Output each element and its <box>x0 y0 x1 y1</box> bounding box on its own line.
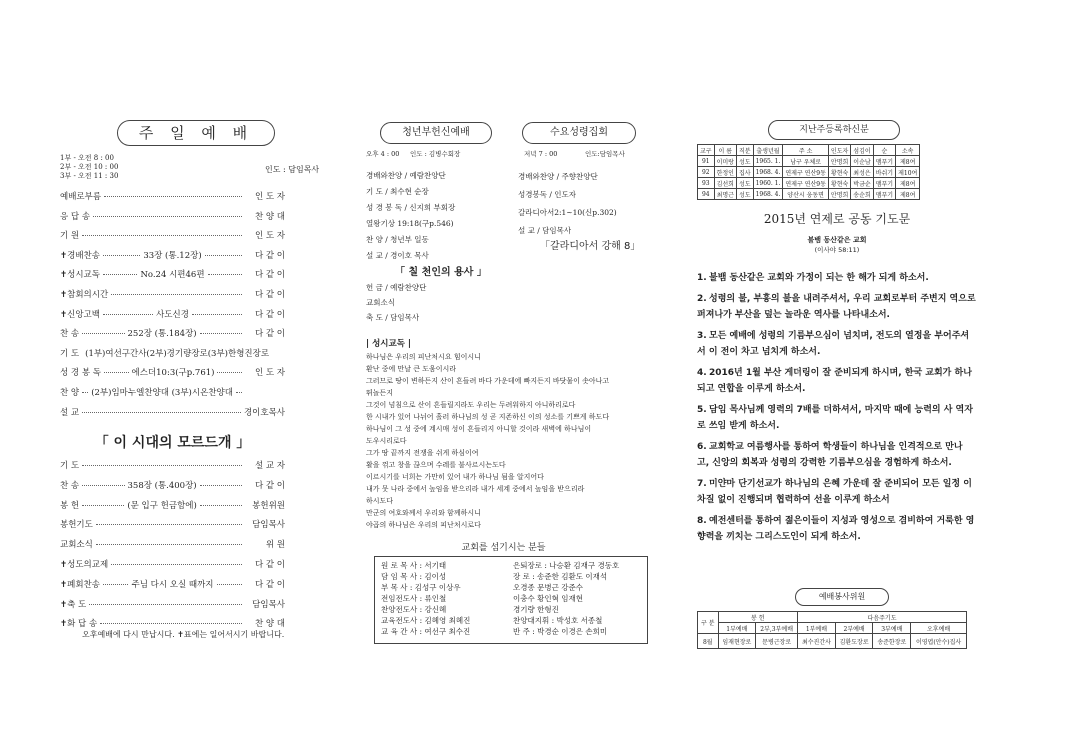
newcomers-cell: 성도 <box>736 189 753 200</box>
prayer-text: 미얀마 단기선교가 하나님의 은혜 가운데 잘 준비되어 모든 일정 이 차질 없이 진행되며 협력하여 선을 이루게 하소서 <box>697 479 972 505</box>
committee-header: 구 분 <box>698 612 719 634</box>
reading-line: 야곱의 하나님은 우리의 피난처시로다 <box>366 521 481 529</box>
order-dots <box>82 464 242 466</box>
order-label: 예배로부름 <box>60 192 102 202</box>
reading-line: 내가 뭇 나라 중에서 높임을 받으리라 내가 세계 중에서 높임을 받으리라 <box>366 485 585 493</box>
server-row <box>511 593 621 604</box>
wednesday-leader: 인도:담임목사 <box>585 150 625 158</box>
newcomers-cell: 이순남 <box>851 156 873 167</box>
order-leader: 다 같 이 <box>254 290 285 300</box>
server-cell: 원 로 목 사 : 서기태 <box>381 561 447 570</box>
order-label: ✝성도의교제 <box>60 560 109 570</box>
order-detail: 주님 다시 오실 때까지 <box>131 579 214 590</box>
order-row <box>60 596 285 612</box>
newcomers-header-row <box>698 145 920 156</box>
servers-box <box>374 556 648 644</box>
order-dots <box>217 583 243 585</box>
newcomers-cell: 연제구 연산9동 <box>783 178 829 189</box>
order-label: 봉헌기도 <box>60 520 93 531</box>
reading-line: 그가 땅 끝까지 전쟁을 쉬게 하심이여 <box>366 449 479 457</box>
server-cell: 부 목 사 : 김성구 이상우 <box>381 583 461 592</box>
order-dots <box>82 234 242 236</box>
order-dots <box>103 254 140 256</box>
reading-line: 환난 중에 만날 큰 도움이시라 <box>366 365 457 373</box>
prayer-number: 6. <box>697 442 707 452</box>
order-dots <box>103 313 153 315</box>
prayer-item <box>697 328 977 360</box>
server-row <box>379 626 472 637</box>
wednesday-time: 저녁 7 : 00 <box>524 150 558 158</box>
order-row <box>60 516 285 532</box>
youth-item: 성 경 봉 독 / 신지희 부회장 <box>366 203 456 212</box>
committee-cell: 문병근장로 <box>756 634 798 649</box>
order-leader: 다 같 이 <box>254 250 285 261</box>
prayer-number: 1. <box>697 273 707 283</box>
prayer-number: 7. <box>697 479 707 489</box>
committee-sub: 1부예배 <box>798 623 836 634</box>
order-leader: 설 교 자 <box>254 461 285 471</box>
order-label: 응 답 송 <box>60 211 91 222</box>
newcomers-cell: 남구 우체로 <box>783 156 829 167</box>
reading-line: 하시도다 <box>366 497 394 505</box>
newcomers-header: 직분 <box>736 145 753 156</box>
youth-item: 설 교 / 경이호 목사 <box>366 251 429 260</box>
newcomers-cell: 안명희 <box>828 189 850 200</box>
committee-sub: 오후예배 <box>911 623 967 634</box>
order-detail: (문 입구 헌금함에) <box>127 500 197 511</box>
order-leader: 다 같 이 <box>254 579 286 590</box>
reading-line: 뛰놀든지 <box>366 389 394 397</box>
committee-header: 봉 헌 <box>718 612 798 623</box>
newcomers-header: 이 름 <box>714 145 736 156</box>
newcomers-title: 지난주등록하신분 <box>768 120 900 140</box>
order-leader: 다 같 이 <box>254 480 285 491</box>
order-leader: 인 도 자 <box>254 368 286 379</box>
service-times <box>60 154 118 181</box>
newcomers-cell: 성도 <box>736 156 753 167</box>
prayer-number: 2. <box>697 294 707 304</box>
youth-sermon: 「 칠 천인의 용사 」 <box>395 267 487 278</box>
youth-service-title: 청년부헌신예배 <box>380 122 492 144</box>
newcomers-header: 소속 <box>896 145 920 156</box>
order-row <box>60 266 285 282</box>
newcomers-row <box>698 156 920 167</box>
order-leader: 다 같 이 <box>254 309 286 320</box>
wednesday-item: 갈라디아서2:1~10(신p.302) <box>518 208 617 217</box>
order-detail: 358장 (통.400장) <box>127 480 197 491</box>
newcomers-cell: 연제구 연산9동 <box>783 167 829 178</box>
newcomers-cell: 송순희 <box>851 189 873 200</box>
prayer-title: 2015년 연제로 공동 기도문 <box>763 212 911 226</box>
time-2: 2부 - 오전 10 : 00 <box>60 163 119 171</box>
newcomers-cell: 맴푸기 <box>873 156 895 167</box>
order-dots <box>208 273 242 275</box>
newcomers-cell: 맴푸기 <box>873 189 895 200</box>
footer-note: 오후예배에 다시 만납시다. ✝표에는 일어서시기 바랍니다. <box>82 630 285 639</box>
order-dots <box>111 293 242 295</box>
order-label: 찬 송 <box>60 329 80 340</box>
server-row <box>511 571 621 582</box>
newcomers-cell: 최성은 <box>851 167 873 178</box>
newcomers-cell: 1965. 1. <box>753 156 783 167</box>
order-dots <box>82 332 124 334</box>
prayer-text: 불뱀 동산같은 교회와 가정이 되는 한 해가 되게 하소서. <box>709 273 929 283</box>
newcomers-table <box>697 144 920 200</box>
order-row <box>60 345 285 361</box>
committee-sub: 1부예배 <box>718 623 756 634</box>
committee-cell: 임재현장로 <box>718 634 756 649</box>
main-service-title: 주 일 예 배 <box>117 120 275 146</box>
newcomers-cell: 양산시 웅동면 <box>783 189 829 200</box>
order-row <box>60 227 285 243</box>
order-leader: 다 같 이 <box>254 270 286 281</box>
newcomers-cell: 제8여 <box>896 178 920 189</box>
order-row <box>60 497 285 513</box>
committee-cell: 김환도장로 <box>835 634 873 649</box>
order-dots <box>200 484 242 486</box>
newcomers-cell: 1960. 1. <box>753 178 783 189</box>
order-label: ✝폐회찬송 <box>60 579 100 590</box>
server-row <box>511 582 621 593</box>
order-row <box>60 306 285 322</box>
prayer-item <box>697 513 977 545</box>
server-cell: 반 주 : 박경순 이경은 손희미 <box>513 627 608 636</box>
prayer-item <box>697 365 977 397</box>
order-leader: 위 원 <box>265 540 285 551</box>
wednesday-item: 설 교 / 담임목사 <box>518 226 572 235</box>
newcomers-cell: 92 <box>698 167 715 178</box>
order-dots <box>103 273 137 275</box>
order-leader: 담임목사 <box>252 599 285 610</box>
wednesday-item: 경배와찬양 / 주향찬양단 <box>518 172 598 181</box>
newcomers-cell: 황현숙 <box>828 167 850 178</box>
order-dots <box>111 563 242 565</box>
order-dots <box>82 484 124 486</box>
prayer-reference: (이사야 58:11) <box>814 246 860 254</box>
order-dots <box>82 504 124 506</box>
committee-sub: 2부,3부예배 <box>756 623 798 634</box>
committee-cell: 이영엽(안수)집사 <box>911 634 967 649</box>
servers-title: 교회를 섬기시는 분들 <box>461 543 546 553</box>
prayer-item <box>697 476 977 508</box>
prayer-number: 8. <box>697 516 707 526</box>
newcomers-header: 섬김이 <box>851 145 873 156</box>
server-cell: 전임전도사 : 류인철 <box>381 594 447 603</box>
prayer-text: 교회학교 여름행사를 통하여 학생들이 하나님을 인격적으로 만나 고, 신앙의 회복과 성령의 강력한 기름부으심을 경험하게 하소서. <box>697 442 963 468</box>
server-cell: 찬양전도사 : 강신혜 <box>381 605 447 614</box>
newcomers-cell: 제8여 <box>896 189 920 200</box>
prayer-item <box>697 291 977 323</box>
order-label: 찬 송 <box>60 480 80 491</box>
newcomers-row <box>698 189 920 200</box>
service-committee-title: 예배봉사위원 <box>795 588 889 606</box>
responsive-reading <box>366 351 666 531</box>
prayer-text: 담임 목사님께 영력의 7배를 더하셔서, 마지막 때에 능력의 사 역자로 쓰임 받게 하소서. <box>697 405 973 431</box>
prayer-item <box>697 402 977 434</box>
committee-sub: 3부예배 <box>873 623 911 634</box>
reading-line: 한 시내가 있어 나뉘어 흘러 하나님의 성 곧 지존하신 이의 성소를 기쁘게 하도다 <box>366 413 610 421</box>
order-row <box>60 325 285 341</box>
order-row <box>60 576 285 592</box>
order-leader: 찬 양 대 <box>254 619 285 630</box>
prayer-number: 4. <box>697 368 707 378</box>
sermon-title: 「 이 시대의 모르드개 」 <box>94 435 251 451</box>
service-leader: 인도 : 담임목사 <box>265 165 320 174</box>
prayer-item <box>697 439 977 471</box>
order-row <box>60 404 285 420</box>
order-label: 기 도 <box>60 348 80 359</box>
order-row <box>60 477 285 493</box>
order-dots <box>103 583 129 585</box>
order-leader: 담임목사 <box>252 520 285 531</box>
reading-line: 활을 꺾고 창을 끊으며 수레를 불사르시는도다 <box>366 461 506 469</box>
order-dots <box>96 523 242 525</box>
youth-item: 축 도 / 담임목사 <box>366 313 420 322</box>
order-leader: 인 도 자 <box>254 231 285 242</box>
newcomers-cell: 제8여 <box>896 156 920 167</box>
order-leader: 찬 양 대 <box>254 211 285 222</box>
server-row <box>511 560 621 571</box>
prayer-text: 2016년 1월 부산 게더링이 잘 준비되게 하시며, 한국 교회가 하나되고 연합을 이루게 하소서. <box>697 368 972 394</box>
newcomers-header: 순 <box>873 145 895 156</box>
youth-item: 열왕기상 19:18(구p.546) <box>366 219 454 228</box>
order-leader: 봉헌위원 <box>252 500 286 511</box>
order-detail: 252장 (통.184장) <box>127 329 197 340</box>
committee-month: 8월 <box>698 634 719 649</box>
prayer-text: 예전센터를 통하여 젊은이들이 지성과 영성으로 겸비하여 거룩한 영향력을 끼치는 그리스도인이 되게 하소서. <box>697 516 975 542</box>
reading-title: | 성시교독 | <box>366 339 411 349</box>
order-row <box>60 208 285 224</box>
order-row <box>60 615 285 631</box>
order-leader: 인 도 자 <box>254 192 285 202</box>
server-row <box>511 626 621 637</box>
order-dots <box>104 195 242 197</box>
server-row <box>379 593 472 604</box>
wednesday-service-title: 수요성령집회 <box>522 122 636 144</box>
server-cell: 교 육 간 사 : 여선구 최수진 <box>381 627 471 636</box>
reading-line: 이르시기를 너희는 가만히 있어 내가 하나님 됨을 알지어다 <box>366 473 544 481</box>
reading-line: 그것이 넘침으로 산이 흔들릴지라도 우리는 두려워하지 아니하리로다 <box>366 401 576 409</box>
newcomers-header: 인도자 <box>828 145 850 156</box>
newcomers-cell: 91 <box>698 156 715 167</box>
order-dots <box>217 371 242 373</box>
committee-header: 다음주기도 <box>798 612 967 623</box>
order-row <box>60 286 285 302</box>
prayer-subtitle: 불뱀 동산같은 교회 <box>807 236 867 244</box>
order-dots <box>200 332 242 334</box>
newcomers-row <box>698 167 920 178</box>
wednesday-sermon: 「갈라디아서 강해 8」 <box>540 241 641 252</box>
order-label: 기 원 <box>60 231 80 242</box>
order-detail: (1부)여선구간사(2부)경기량장로(3부)한형진장로 <box>85 348 270 359</box>
prayer-list <box>697 270 977 550</box>
committee-cell: 최수진간사 <box>798 634 836 649</box>
youth-item: 헌 금 / 예람찬양단 <box>366 283 427 292</box>
committee-sub-row <box>698 623 967 634</box>
newcomers-header: 출생년월 <box>753 145 783 156</box>
reading-line: 하나님이 그 성 중에 계시매 성이 흔들리지 아니할 것이라 새벽에 하나님이 <box>366 425 592 433</box>
order-label: ✝신앙고백 <box>60 309 100 320</box>
order-row <box>60 536 285 552</box>
committee-sub: 2부예배 <box>835 623 873 634</box>
order-label: 기 도 <box>60 461 80 471</box>
newcomers-cell: 94 <box>698 189 715 200</box>
order-dots <box>82 391 88 393</box>
newcomers-header: 교구 <box>698 145 715 156</box>
youth-item: 찬 양 / 청년부 일동 <box>366 235 429 244</box>
youth-time: 오후 4 : 00 <box>366 150 400 158</box>
order-label: ✝경배찬송 <box>60 250 100 261</box>
order-row <box>60 556 285 572</box>
order-dots <box>236 391 242 393</box>
order-detail: 33장 (통.12장) <box>143 250 202 261</box>
prayer-number: 5. <box>697 405 707 415</box>
order-label: ✝성시교독 <box>60 270 100 281</box>
newcomers-cell: 바쉬기 <box>873 167 895 178</box>
reading-line: 만군의 여호와께서 우리와 함께하시니 <box>366 509 481 517</box>
order-leader: 경이호목사 <box>243 407 285 418</box>
newcomers-cell: 최명근 <box>714 189 736 200</box>
order-detail: 에스더10:3(구p.761) <box>131 368 215 379</box>
time-3: 3부 - 오전 11 : 30 <box>60 172 119 180</box>
servers-right <box>511 560 621 637</box>
order-detail: (2부)임마누엘찬양대 (3부)시온찬양대 <box>91 388 233 398</box>
time-1: 1부 - 오전 8 : 00 <box>60 154 114 162</box>
order-row <box>60 188 285 204</box>
prayer-text: 성령의 불, 부흥의 불을 내려주셔서, 우리 교회로부터 주변지 역으로 퍼져나가 부산을 덮는 놀라운 역사를 나타내소서. <box>697 294 976 320</box>
prayer-number: 3. <box>697 331 707 341</box>
youth-leader: 인도 : 김병수회장 <box>410 150 461 158</box>
order-leader: 다 같 이 <box>254 329 285 340</box>
server-row <box>511 615 621 626</box>
order-label: ✝참회의시간 <box>60 290 109 300</box>
newcomers-cell: 박금순 <box>851 178 873 189</box>
servers-left <box>379 560 472 637</box>
server-cell: 오경종 문병근 강준수 <box>513 583 583 592</box>
order-leader: 다 같 이 <box>254 560 285 570</box>
order-label: 성 경 봉 독 <box>60 368 101 379</box>
server-cell: 경기량 한형진 <box>513 605 559 614</box>
newcomers-cell: 93 <box>698 178 715 189</box>
newcomers-header: 주 소 <box>783 145 829 156</box>
server-row <box>379 582 472 593</box>
newcomers-cell: 맴푸기 <box>873 178 895 189</box>
committee-row <box>698 634 967 649</box>
newcomers-cell: 집사 <box>736 167 753 178</box>
order-row <box>60 457 285 473</box>
reading-line: 하나님은 우리의 피난처시요 힘이시니 <box>366 353 481 361</box>
reading-line: 그러므로 땅이 변하든지 산이 흔들려 바다 가운데에 빠지든지 바닷물이 솟아나고 <box>366 377 610 385</box>
newcomers-row <box>698 178 920 189</box>
youth-items-2 <box>366 280 426 325</box>
order-label: ✝축 도 <box>60 599 87 610</box>
order-dots <box>104 371 129 373</box>
server-cell: 은퇴장로 : 나승환 김재구 경동호 <box>513 561 620 570</box>
order-row <box>60 384 285 400</box>
newcomers-cell: 이미랑 <box>714 156 736 167</box>
order-row <box>60 364 285 380</box>
order-label: 봉 헌 <box>60 500 80 511</box>
server-cell: 장 로 : 송준한 김환도 이재석 <box>513 572 608 581</box>
newcomers-cell: 1968. 4. <box>753 167 783 178</box>
newcomers-cell: 한정인 <box>714 167 736 178</box>
committee-header-row <box>698 612 967 623</box>
committee-cell: 송준한장로 <box>873 634 911 649</box>
reading-line: 도우시리로다 <box>366 437 407 445</box>
prayer-text: 모든 예배에 성령의 기름부으심이 넘치며, 전도의 열정을 부어주셔서 이 전이 차고 넘치게 하소서. <box>697 331 970 357</box>
order-dots <box>89 603 242 605</box>
wednesday-items <box>518 168 617 240</box>
order-row <box>60 247 285 263</box>
youth-item: 교회소식 <box>366 298 395 307</box>
server-row <box>511 604 621 615</box>
order-dots <box>100 622 242 624</box>
order-dots <box>192 313 242 315</box>
newcomers-cell: 안명희 <box>828 156 850 167</box>
server-cell: 찬양대지휘 : 박성호 서종철 <box>513 616 603 625</box>
service-committee-table <box>697 611 967 649</box>
order-dots <box>93 215 242 217</box>
newcomers-cell: 황현숙 <box>828 178 850 189</box>
newcomers-cell: 1968. 4. <box>753 189 783 200</box>
order-dots <box>200 504 242 506</box>
youth-item: 기 도 / 최수현 순장 <box>366 187 429 196</box>
youth-item: 경배와찬양 / 예람찬양단 <box>366 171 446 180</box>
order-detail: 사도신경 <box>156 309 189 320</box>
order-label: 찬 양 <box>60 388 80 398</box>
server-cell: 담 임 목 사 : 김이성 <box>381 572 447 581</box>
prayer-item <box>697 270 977 286</box>
newcomers-cell: 성도 <box>736 178 753 189</box>
server-row <box>379 571 472 582</box>
newcomers-cell: 제10여 <box>896 167 920 178</box>
order-label: 설 교 <box>60 407 80 418</box>
order-dots <box>96 543 242 545</box>
server-row <box>379 604 472 615</box>
server-cell: 교육전도사 : 김혜영 최혜진 <box>381 616 471 625</box>
order-label: 교회소식 <box>60 540 93 551</box>
order-label: ✝화 답 송 <box>60 619 98 630</box>
server-row <box>379 615 472 626</box>
server-row <box>379 560 472 571</box>
order-dots <box>82 411 241 413</box>
wednesday-item: 성경봉독 / 인도자 <box>518 190 577 199</box>
order-dots <box>205 254 242 256</box>
newcomers-cell: 김선희 <box>714 178 736 189</box>
server-cell: 이충수 황인혁 임재현 <box>513 594 583 603</box>
youth-items <box>366 168 455 264</box>
order-detail: No.24 시편46편 <box>140 270 205 281</box>
